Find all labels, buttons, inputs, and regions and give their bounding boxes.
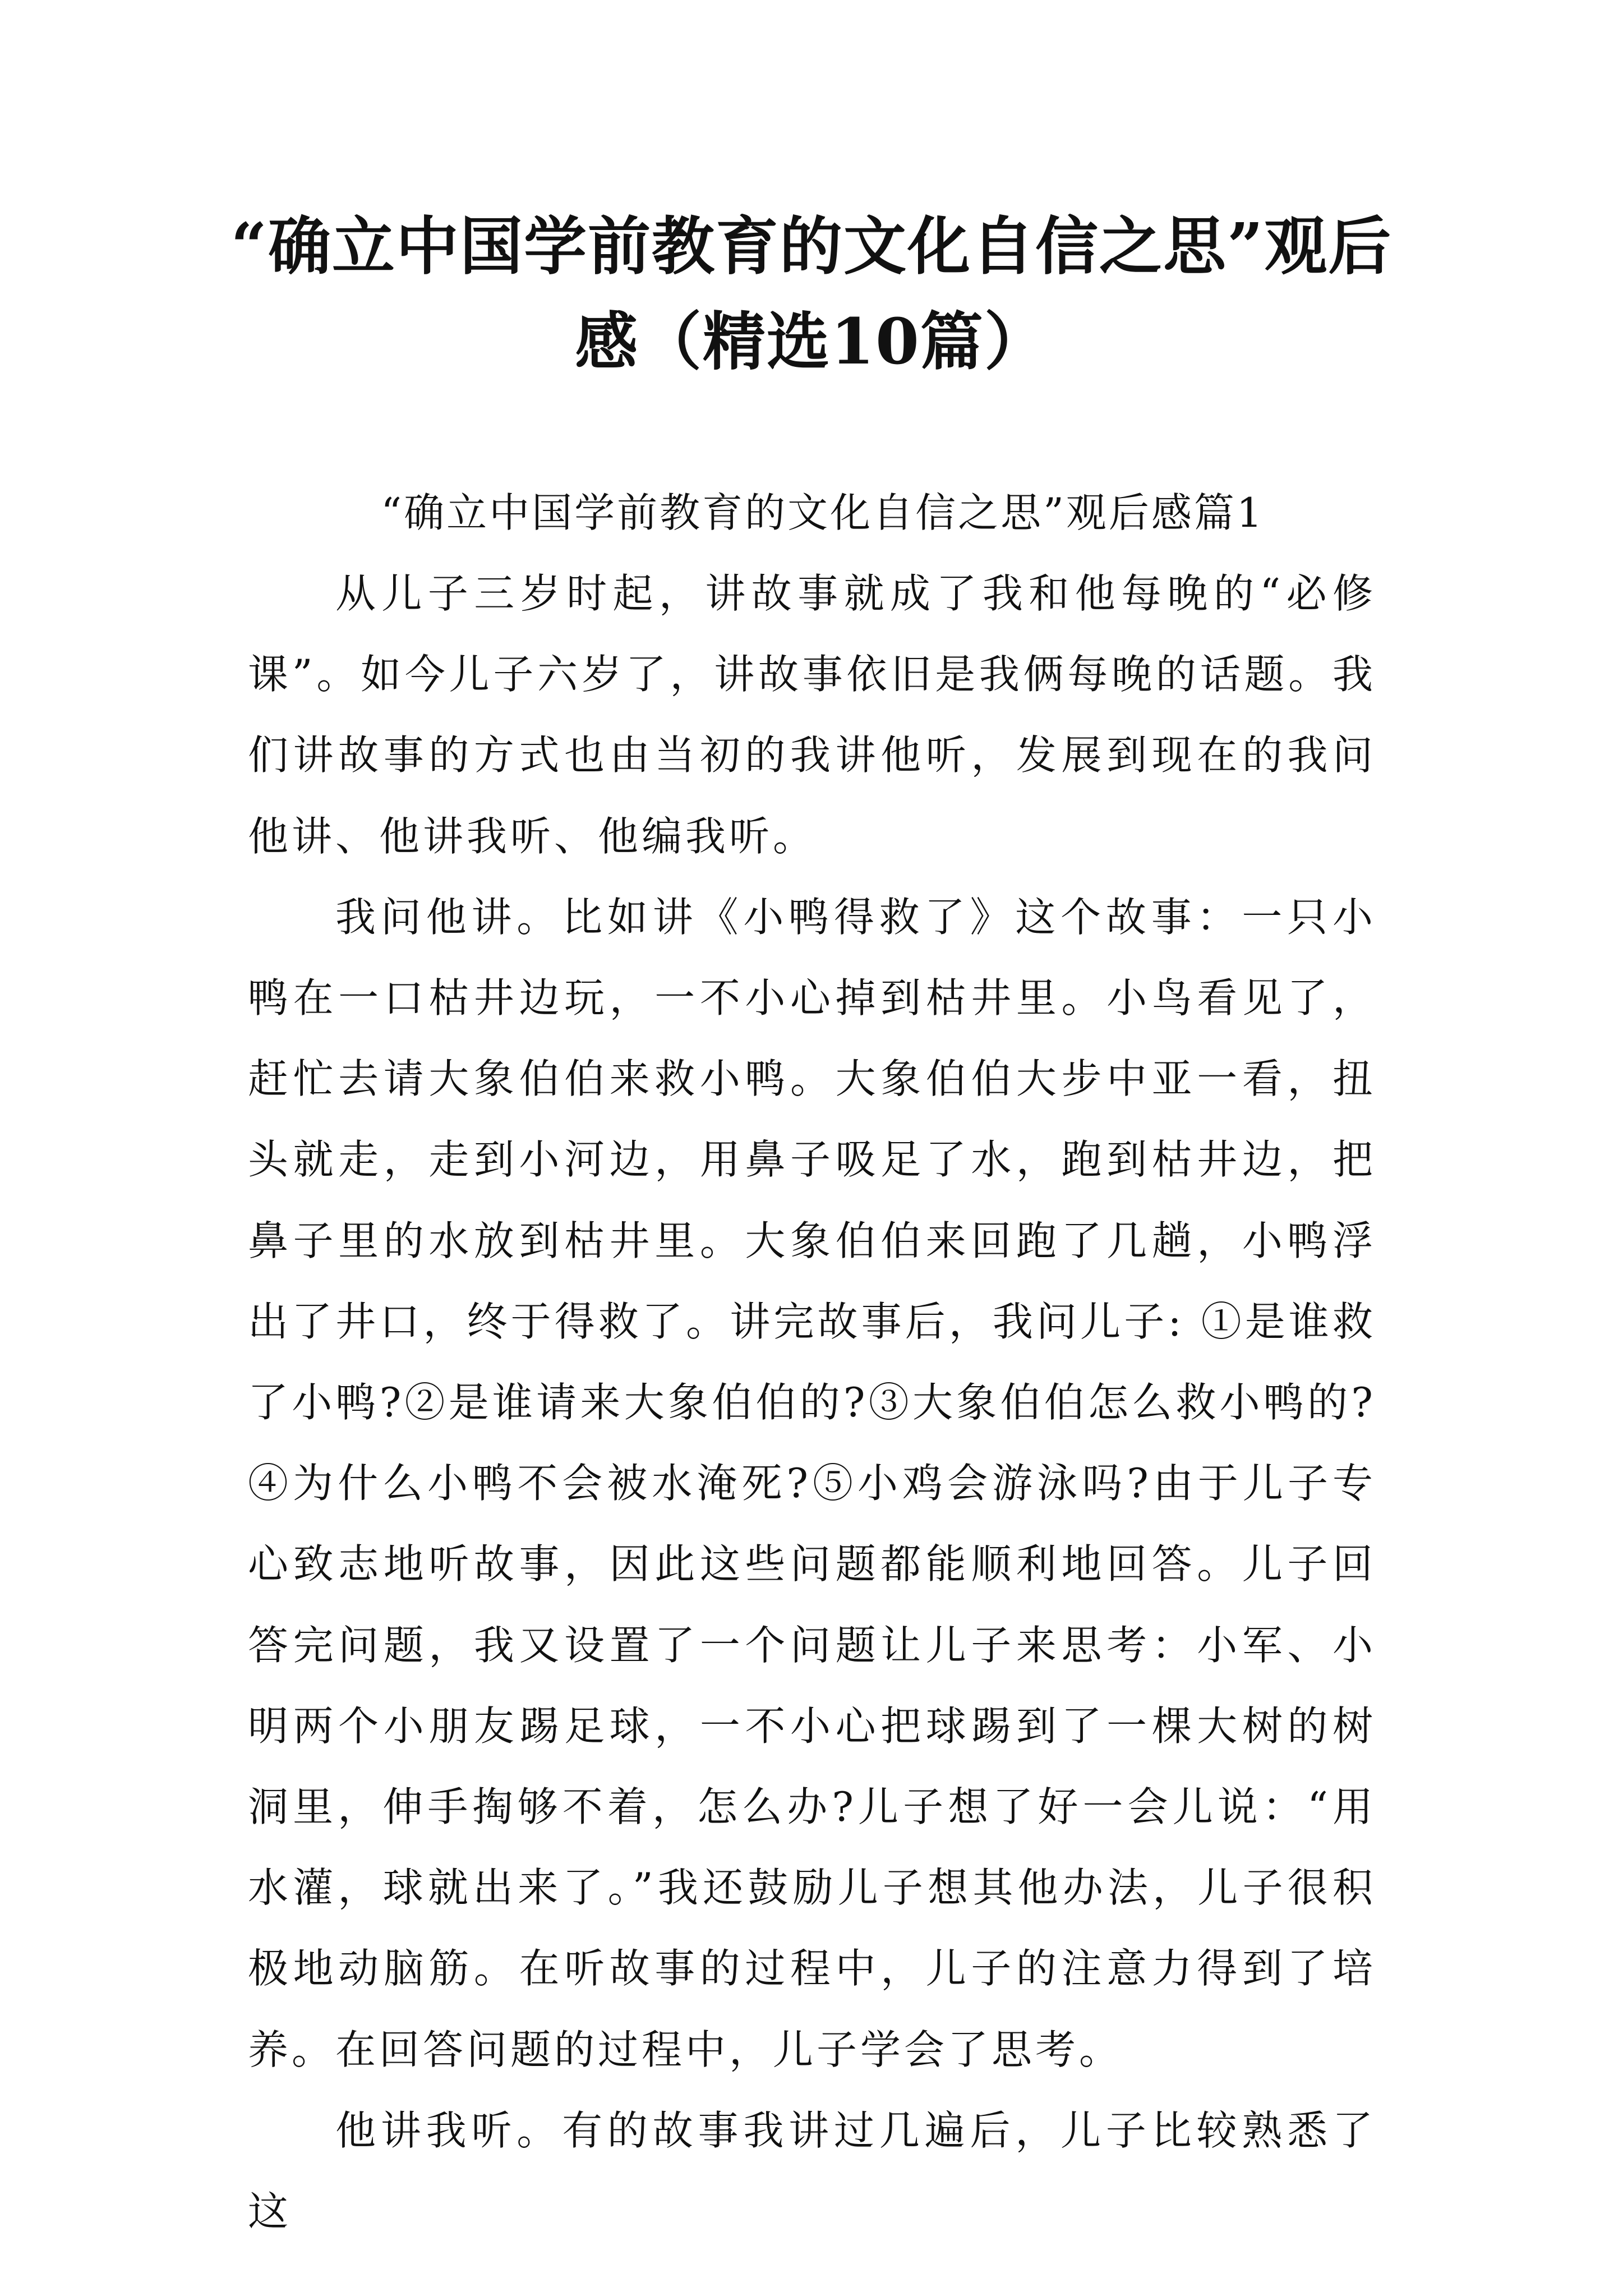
body-paragraph: 我问他讲。比如讲《小鸭得救了》这个故事：一只小鸭在一口枯井边玩，一不小心掉到枯井里。小鸟看见了，赶忙去请大象伯伯来救小鸭。大象伯伯大步中亚一看，扭头就走，走到小河边，用鼻子吸足了水，跑到枯井边，把鼻子里的水放到枯井里。大象伯伯来回跑了几趟，小鸭浮出了井口，终于得救了。讲完故事后，我问儿子: ①是谁救了小鸭?②是谁请来大象伯伯的?③大象伯伯怎么救小鸭的?④为什么小鸭不会被水淹死?⑤小鸡会游泳吗?由于儿子专心致志地听故事，因此这些问题都能顺利地回答。儿子回答完问题，我又设置了一个问题让儿子来思考：小军、小明两个小朋友踢足球，一不小心把球踢到了一棵大树的树洞里，伸手掏够不着，怎么办?儿子想了好一会儿说：“用水灌，球就出来了。”我还鼓励儿子想其他办法，儿子很积极地动脑筋。在听故事的过程中，儿子的注意力得到了培养。在回答问题的过程中，儿子学会了思考。 [248,893,1376,2073]
section-heading: “确立中国学前教育的文化自信之思”观后感篇1 [381,489,1265,536]
body-paragraph: 他讲我听。有的故事我讲过几遍后，儿子比较熟悉了这 [248,2106,1376,2235]
document-title: “确立中国学前教育的文化自信之思”观后感（精选10篇） [230,210,1393,379]
document-body [248,553,1376,2252]
body-paragraph: 从儿子三岁时起，讲故事就成了我和他每晚的“必修课”。如今儿子六岁了，讲故事依旧是我俩每晚的话题。我们讲故事的方式也由当初的我讲他听，发展到现在的我问他讲、他讲我听、他编我听。 [248,570,1376,860]
